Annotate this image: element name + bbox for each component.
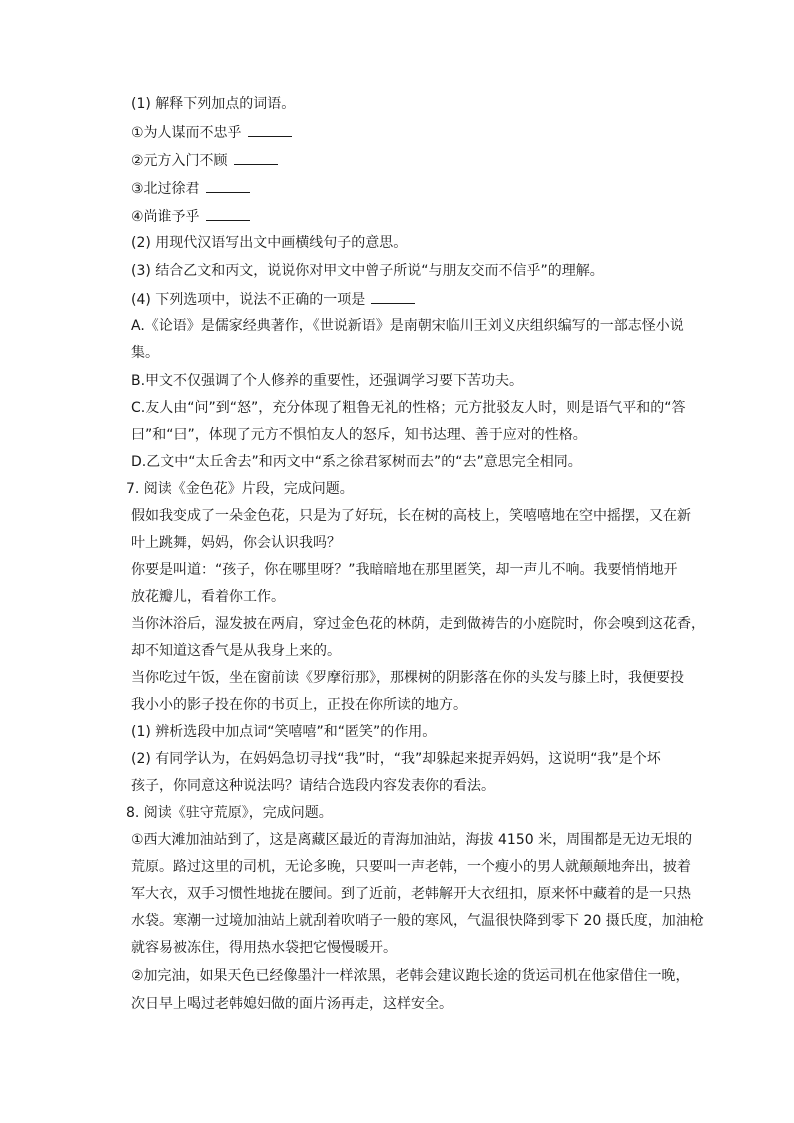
word-item-3-text: ③北过徐君 [131, 181, 200, 197]
word-item-2 [131, 150, 278, 171]
q-part-4-text: (4) 下列选项中，说法不正确的一项是 [131, 292, 366, 308]
word-item-3 [131, 178, 250, 199]
word-item-1-text: ①为人谋而不忠乎 [131, 125, 242, 141]
option-c: C.友人由“问”到“怒”，充分体现了粗鲁无礼的性格；元方批驳友人时，则是语气平和的“答 [131, 400, 686, 416]
passage-line: 当你吃过午饭，坐在窗前读《罗摩衍那》，那棵树的阴影落在你的头发与膝上时，我便要投 [131, 670, 684, 686]
answer-blank [206, 206, 250, 221]
word-item-1 [131, 122, 292, 143]
answer-blank [234, 150, 278, 165]
passage-line: 你要是叫道：“孩子，你在哪里呀？”我暗暗地在那里匿笑，却一声儿不响。我要悄悄地开 [131, 562, 678, 578]
passage-line: 放花瓣儿，看着你工作。 [131, 589, 285, 605]
option-b: B.甲文不仅强调了个人修养的重要性，还强调学习要下苦功夫。 [131, 373, 524, 389]
passage-line: 军大衣，双手习惯性地拢在腰间。到了近前，老韩解开大衣纽扣，原来怀中藏着的是一只热 [131, 886, 691, 902]
answer-blank [248, 122, 292, 137]
passage-line: 次日早上喝过老韩媳妇做的面片汤再走，这样安全。 [131, 996, 453, 1012]
option-d: D.乙文中“太丘舍去”和丙文中“系之徐君冢树而去”的“去”意思完全相同。 [131, 454, 582, 470]
question-7-heading: 7. 阅读《金色花》片段，完成问题。 [126, 481, 354, 497]
passage-line: 假如我变成了一朵金色花，只是为了好玩，长在树的高枝上，笑嘻嘻地在空中摇摆，又在新 [131, 508, 691, 524]
passage-line: ②加完油，如果天色已经像墨汁一样浓黑，老韩会建议跑长途的货运司机在他家借住一晚， [131, 968, 690, 984]
passage-line: 荒原。路过这里的司机，无论多晚，只要叫一声老韩，一个瘦小的男人就颠颠地奔出，披着 [131, 859, 691, 875]
passage-line: 就容易被冻住，得用热水袋把它慢慢暖开。 [131, 940, 397, 956]
passage-line: ①西大滩加油站到了，这是离藏区最近的青海加油站，海拔 4150 米，周围都是无边无垠的 [131, 832, 693, 848]
q-part-4 [131, 289, 415, 310]
q7-part-2-cont: 孩子，你同意这种说法吗？请结合选段内容发表你的看法。 [131, 778, 495, 794]
q7-part-1: (1) 辨析选段中加点词“笑嘻嘻”和“匿笑”的作用。 [131, 724, 437, 740]
q7-part-2: (2) 有同学认为，在妈妈急切寻找“我”时，“我”却躲起来捉弄妈妈，这说明“我”是个坏 [131, 751, 661, 767]
passage-line: 叶上跳舞，妈妈，你会认识我吗？ [131, 535, 341, 551]
q-part-2: (2) 用现代汉语写出文中画横线句子的意思。 [131, 235, 408, 251]
word-item-2-text: ②元方入门不顾 [131, 153, 228, 169]
answer-blank [206, 178, 250, 193]
passage-line: 当你沐浴后，湿发披在两肩，穿过金色花的林荫，走到做祷告的小庭院时，你会嗅到这花香， [131, 616, 705, 632]
q-part-3: (3) 结合乙文和丙文，说说你对甲文中曾子所说“与朋友交而不信乎”的理解。 [131, 263, 604, 279]
answer-blank [371, 289, 415, 304]
word-item-4 [131, 206, 250, 227]
passage-line: 我小小的影子投在你的书页上，正投在你所读的地方。 [131, 697, 467, 713]
q-part-1: (1) 解释下列加点的词语。 [131, 96, 296, 112]
option-a: A.《论语》是儒家经典著作，《世说新语》是南朝宋临川王刘义庆组织编写的一部志怪小说 [131, 318, 684, 334]
option-a-cont: 集。 [131, 345, 159, 361]
word-item-4-text: ④尚谁予乎 [131, 209, 200, 225]
option-c-cont: 曰”和“曰”，体现了元方不惧怕友人的怒斥，知书达理、善于应对的性格。 [131, 427, 587, 443]
question-8-heading: 8. 阅读《驻守荒原》，完成问题。 [126, 805, 333, 821]
passage-line: 却不知道这香气是从我身上来的。 [131, 643, 341, 659]
passage-line: 水袋。寒潮一过境加油站上就刮着吹哨子一般的寒风，气温很快降到零下 20 摄氏度，加油枪 [131, 913, 704, 929]
